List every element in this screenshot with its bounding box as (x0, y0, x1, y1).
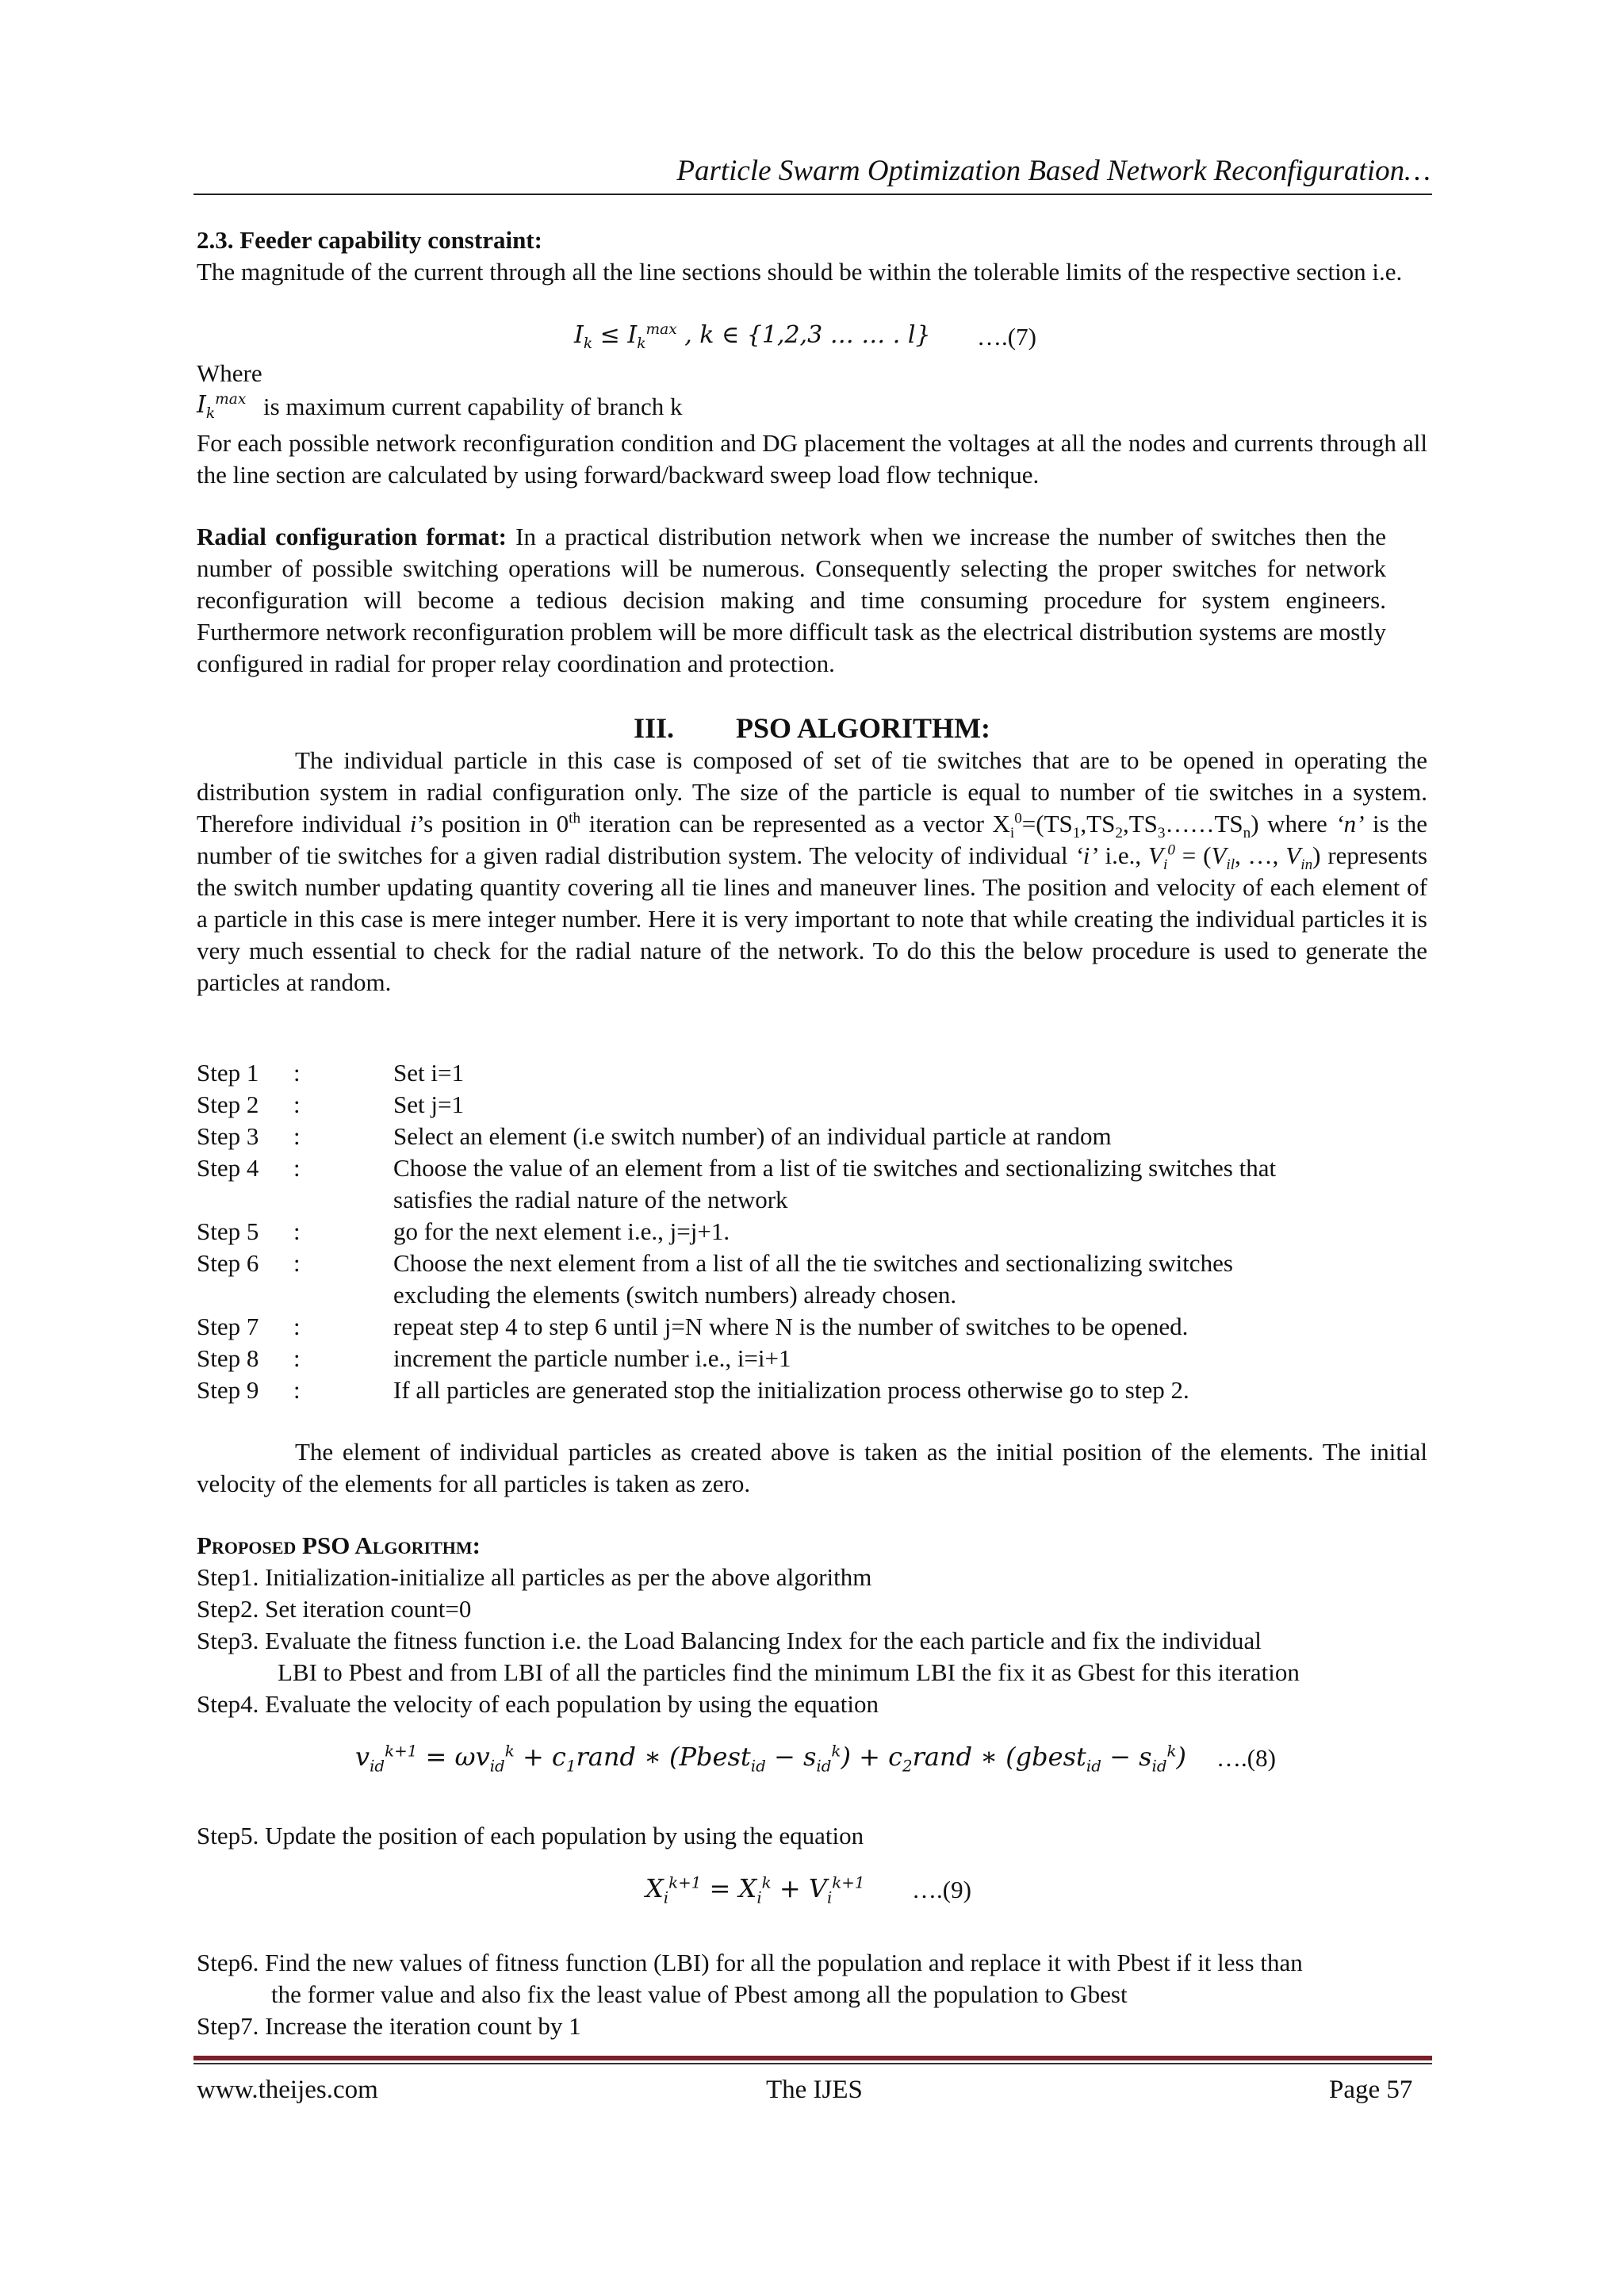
proposed-step-4: Step4. Evaluate the velocity of each population by using the equation (197, 1690, 879, 1718)
pso-intro-paragraph: The individual particle in this case is composed of set of tie switches that are to be opened in operating the distribution system in radial configuration only. The size of the particle is equal to number of tie switches in a system. Therefore individual i’s position in 0th iteration can be represented as a vector $X_i^0=(TS_1,TS_2,TS_3\dots\dots TS_n)$ where ‘n’ is the number of tie switches for a given radial distribution system. The velocity of individual ‘i’ i.e., $V_i^0 = (V_{il}$, …, $V_{in}$) represents the switch number updating quantity covering all tie lines and maneuver lines. The position and velocity of each element of a particle in this case is mere integer number. Here it is very important to note that while creating the individual particles it is very much essential to check for the radial nature of the network. To do this the below procedure is used to generate the particles at random. (197, 746, 1428, 996)
header-divider (193, 194, 1432, 195)
radial-configuration-paragraph (197, 521, 1386, 680)
proposed-step-6: Step6. Find the new values of fitness function (LBI) for all the population and replace it with Pbest if it less than (197, 1949, 1303, 1976)
proposed-step-3: Step3. Evaluate the fitness function i.e. the Load Balancing Index for the each particle and fix the individual (197, 1627, 1262, 1654)
section-heading-2-3: 2.3. Feeder capability constraint: (197, 226, 542, 254)
equation-9: $X_i^{k+1} = X_i^k + V_i^{k+1}$ (645, 1873, 865, 1907)
constraint-intro: The magnitude of the current through all the line sections should be within the tolerable limits of the respective section i.e. (197, 258, 1403, 286)
equation-9-number: ….(9) (912, 1876, 971, 1903)
footer-divider-thin (193, 2063, 1432, 2064)
footer-journal: The IJES (766, 2076, 863, 2104)
proposed-step-3-continuation: LBI to Pbest and from LBI of all the particles find the minimum LBI the fix it as Gbest for this iteration (278, 1658, 1300, 1686)
radial-label: Radial configuration format: (197, 523, 507, 550)
equation-7: $I_k \le I_k^{max}$ , k ∈ {1,2,3 … … . l} (574, 321, 931, 352)
proposed-step-5: Step5. Update the position of each population by using the equation (197, 1822, 864, 1849)
proposed-step-7: Step7. Increase the iteration count by 1 (197, 2012, 581, 2040)
initial-position-paragraph: The element of individual particles as created above is taken as the initial position of the elements. The initial velocity of the elements for all particles is taken as zero. (197, 1438, 1427, 1497)
footer-page-number: Page 57 (1329, 2076, 1413, 2104)
running-title: Particle Swarm Optimization Based Network Reconfiguration… (676, 155, 1431, 187)
section-title: PSO ALGORITHM: (736, 712, 991, 744)
load-flow-paragraph: For each possible network reconfiguration condition and DG placement the voltages at all the nodes and currents through all the line section are calculated by using forward/backward sweep load flow technique. (197, 429, 1427, 489)
equation-8: $v_{id}^{k+1} = \omega v_{id}^k$ + $c_1rand$ ∗ (Pbest$_{id}$ − $s_{id}^k$) + $c_2rand$ ∗ (gbest$_{id}$ − $s_{id}^k$) (355, 1742, 1187, 1776)
section-number: III. (633, 712, 674, 744)
proposed-step-6-continuation: the former value and also fix the least value of Pbest among all the population to Gbest (271, 1980, 1128, 2008)
proposed-step-2: Step2. Set iteration count=0 (197, 1595, 472, 1623)
proposed-step-1: Step1. Initialization-initialize all particles as per the above algorithm (197, 1563, 872, 1591)
equation-8-number: ….(8) (1216, 1744, 1276, 1772)
equation-7-number: ….(7) (977, 323, 1036, 351)
proposed-algorithm-heading: Proposed PSO Algorithm: (197, 1531, 481, 1559)
symbol-ikmax: $I_k^{max}$ (197, 391, 247, 422)
radial-text: In a practical distribution network when we increase the number of switches then the number of possible switching operations will be numerous. Consequently selecting the proper switches for network reconfiguration will become a tedious decision making and time consuming procedure for system engineers. Furthermore network reconfiguration problem will be more difficult task as the electrical distribution systems are mostly configured in radial for proper relay coordination and protection. (197, 523, 1386, 677)
where-label: Where (197, 359, 262, 387)
footer-divider-thick (193, 2056, 1432, 2060)
section-heading-3 (197, 710, 1427, 746)
where-definition: is maximum current capability of branch k (263, 393, 683, 420)
footer-website: www.theijes.com (197, 2076, 378, 2104)
